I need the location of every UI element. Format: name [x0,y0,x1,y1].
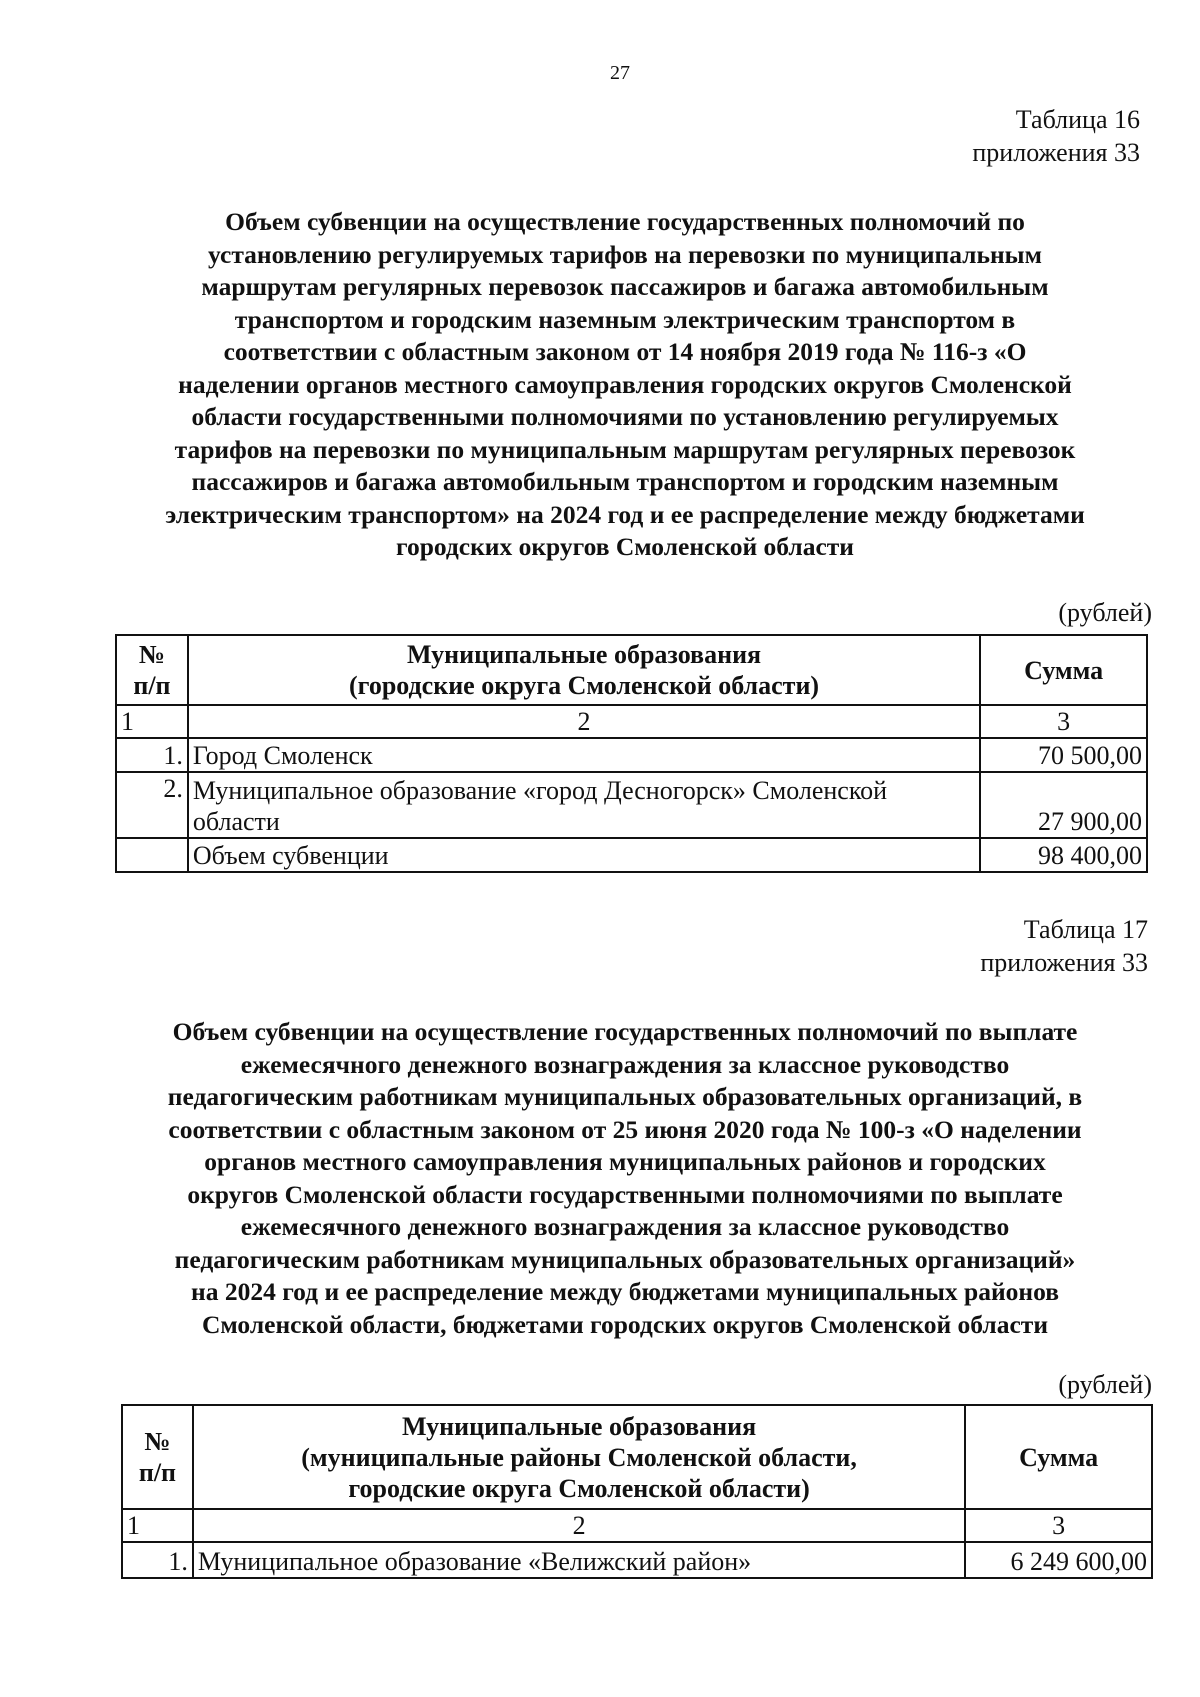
total-name: Объем субвенции [188,838,980,872]
heading-line: педагогическим работникам муниципальных образовательных организаций, в [167,1082,1083,1111]
heading-line: органов местного самоуправления муниципальных районов и городских [204,1147,1046,1176]
heading-line: ежемесячного денежного вознаграждения за классное руководство [240,1049,1010,1079]
header-num [122,1405,193,1509]
table16-ref-line1: Таблица 16 [1015,105,1140,134]
row-num: 2. [116,772,188,838]
column-index-row [122,1509,1152,1542]
row-sum: 27 900,00 [980,772,1147,838]
row-name: Город Смоленск [188,738,980,772]
header-name-line1: Муниципальные образования [401,1411,757,1441]
row-name: Муниципальное образование «Велижский район» [193,1542,965,1578]
header-name-line2: (муниципальные районы Смоленской области, [301,1442,857,1472]
heading-line: Объем субвенции на осуществление государственных полномочий по [225,207,1025,236]
total-num [116,838,188,872]
col-index-3: 3 [980,705,1147,738]
table16 [115,634,1148,873]
heading-line: тарифов на перевозки по муниципальным маршрутам регулярных перевозок [174,434,1076,464]
table-row [116,738,1147,772]
row-sum: 6 249 600,00 [965,1542,1152,1578]
heading-line: наделении органов местного самоуправления городских округов Смоленской [178,369,1072,399]
table-row [116,772,1147,838]
heading-line: пассажиров и багажа автомобильным транспортом и городским наземным [191,467,1059,496]
heading-line: соответствии с областным законом от 25 июня 2020 года № 100-з «О наделении [168,1114,1082,1144]
heading-line: округов Смоленской области государственными полномочиями по выплате [187,1179,1063,1209]
heading-line: Смоленской области, бюджетами городских округов Смоленской области [201,1309,1049,1339]
header-name [188,635,980,705]
heading-line: соответствии с областным законом от 14 ноября 2019 года № 116-з «О [223,337,1027,366]
header-num-line2: п/п [138,1458,177,1487]
table17 [121,1404,1153,1579]
row-num: 1. [122,1542,193,1578]
row-sum: 70 500,00 [980,738,1147,772]
total-sum: 98 400,00 [980,838,1147,872]
table16-heading [100,206,1150,564]
header-name-line3: городские округа Смоленской области) [348,1473,810,1503]
total-row [116,838,1147,872]
header-name-line1: Муниципальные образования [406,640,762,669]
col-index-1: 1 [122,1509,193,1542]
heading-line: педагогическим работникам муниципальных образовательных организаций» [174,1244,1076,1274]
header-name [193,1405,965,1509]
table16-reference [972,103,1140,169]
page-number: 27 [610,62,630,84]
table-header-row [122,1405,1152,1509]
row-name [188,772,980,838]
header-num-line2: п/п [133,671,171,700]
table17-units: (рублей) [1058,1370,1152,1399]
col-index-1: 1 [116,705,188,738]
header-sum: Сумма [965,1405,1152,1509]
table17-reference [980,913,1148,979]
table16-ref-line2: приложения 33 [972,138,1140,167]
row-name-line1: Муниципальное образование «город Десногорск» Смоленской [192,776,888,805]
table16-units: (рублей) [1058,598,1152,627]
heading-line: Объем субвенции на осуществление государственных полномочий по выплате [172,1017,1078,1046]
table17-ref-line1: Таблица 17 [1023,915,1148,944]
table-row [122,1542,1152,1578]
heading-line: городских округов Смоленской области [396,532,854,561]
heading-line: транспортом и городским наземным электрическим транспортом в [234,304,1016,334]
column-index-row [116,705,1147,738]
col-index-2: 2 [188,705,980,738]
col-index-2: 2 [193,1509,965,1542]
heading-line: области государственными полномочиями по установлению регулируемых [191,402,1059,431]
heading-line: на 2024 год и ее распределение между бюджетами муниципальных районов [191,1277,1059,1306]
header-name-line2: (городские округа Смоленской области) [349,671,820,700]
header-num-line1: № [144,1427,171,1456]
table-header-row [116,635,1147,705]
row-name-line2: области [192,807,280,836]
heading-line: ежемесячного денежного вознаграждения за классное руководство [240,1212,1010,1241]
col-index-3: 3 [965,1509,1152,1542]
table17-ref-line2: приложения 33 [980,948,1148,977]
row-num: 1. [116,738,188,772]
header-sum: Сумма [980,635,1147,705]
header-num [116,635,188,705]
heading-line: маршрутам регулярных перевозок пассажиров и багажа автомобильным [201,272,1049,301]
heading-line: установлению регулируемых тарифов на перевозки по муниципальным [208,239,1042,269]
heading-line: электрическим транспортом» на 2024 год и ее распределение между бюджетами [165,499,1085,529]
header-num-line1: № [138,640,166,669]
table17-heading [100,1016,1150,1341]
